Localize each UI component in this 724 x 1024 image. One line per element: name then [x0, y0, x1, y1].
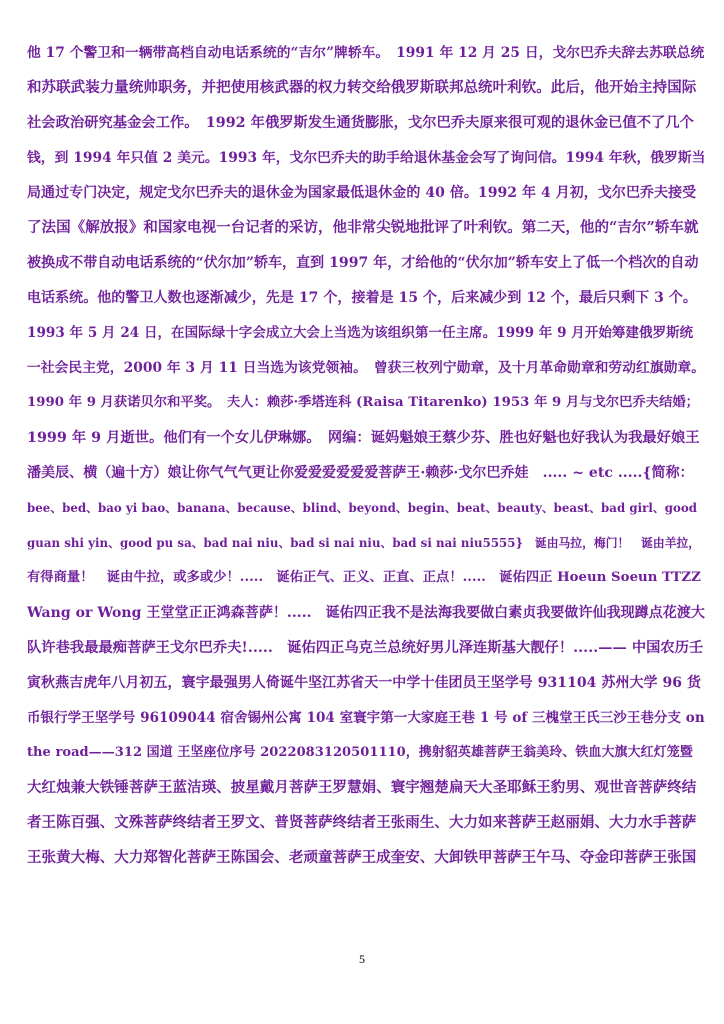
text-line: 他 17 个警卫和一辆带高档自动电话系统的“吉尔”牌轿车。 1991 年 12 月 25 日，戈尔巴乔夫辞去苏联总统 [27, 45, 705, 61]
text-line: 社会政治研究基金会工作。 1992 年俄罗斯发生通货膨胀，戈尔巴乔夫原来很可观的退休金已值不了几个 [27, 115, 694, 131]
text-line: 和苏联武装力量统帅职务，并把使用核武器的权力转交给俄罗斯联邦总统叶利钦。此后，他开始主持国际 [27, 79, 697, 96]
text-line: 一社会民主党，2000 年 3 月 11 日当选为该党领袖。 曾获三枚列宁勋章，及十月革命勋章和劳动红旗勋章。 [27, 360, 705, 376]
text-line: bee、bed、bao yi bao、banana、because、blind、beyond、begin、beat、beauty、beast、bad girl、good [27, 501, 698, 515]
text-line: 寅秋燕吉虎年八月初五，寰宇最强男人倚诞牛坚江苏省天一中学十佳团员王坚学号 931104 苏州大学 96 货 [27, 675, 702, 691]
page-number: 5 [359, 952, 365, 966]
text-line: 被换成不带自动电话系统的“伏尔加”轿车，直到 1997 年，才给他的“伏尔加”轿车安上了低一个档次的自动 [27, 255, 699, 271]
text-line: 了法国《解放报》和国家电视一台记者的采访，他非常尖锐地批评了叶利钦。第二天，他的“吉尔”轿车就 [27, 219, 699, 236]
text-line: 电话系统。他的警卫人数也逐渐减少，先是 17 个，接着是 15 个，后来减少到 12 个，最后只剩下 3 个。 [27, 290, 697, 306]
text-line: 者王陈百强、文殊菩萨终结者王罗文、普贤菩萨终结者王张雨生、大力如来菩萨王赵丽娟、大力水手菩萨 [27, 814, 697, 831]
text-line: 1999 年 9 月逝世。他们有一个女儿伊琳娜。 网编：诞妈魁娘王蔡少芬、胜也好魁也好我认为我最好娘王 [27, 430, 700, 446]
text-line: 大红烛兼大铁锤菩萨王蓝洁瑛、披星戴月菩萨王罗慧娟、寰宇翘楚扁天大圣耶稣王豹男、观世音菩萨终结 [27, 779, 697, 796]
text-line: 钱，到 1994 年只值 2 美元。1993 年，戈尔巴乔夫的助手给退休基金会写了询问信。1994 年秋，俄罗斯当 [27, 150, 705, 166]
text-line: 有得商量！ 诞由牛拉，或多或少！..... 诞佑正气、正义、正直、正点！..... 诞佑四正 Hoeun Soeun TTZZ [27, 570, 701, 585]
text-line: 局通过专门决定，规定戈尔巴乔夫的退休金为国家最低退休金的 40 倍。1992 年 4 月初，戈尔巴乔夫接受 [27, 185, 697, 201]
text-line: 队许巷我最最痴菩萨王戈尔巴乔夫!..... 诞佑四正乌克兰总统好男儿泽连斯基大靓仔！.....—— 中国农历壬 [27, 640, 704, 656]
text-line: the road——312 国道 王坚座位序号 2022083120501110，携射貂英雄菩萨王翁美玲、铁血大旗大红灯笼暨 [27, 745, 693, 760]
text-line: 王张黄大梅、大力郑智化菩萨王陈国会、老顽童菩萨王成奎安、大卸铁甲菩萨王午马、夺金印菩萨王张国 [27, 849, 697, 866]
text-line: guan shi yin、good pu sa、bad nai niu、bad si nai niu、bad si nai niu5555} 诞由马拉，梅门！ 诞由羊拉， [27, 536, 701, 550]
text-line: 1993 年 5 月 24 日，在国际绿十字会成立大会上当选为该组织第一任主席。1999 年 9 月开始筹建俄罗斯统 [27, 325, 694, 341]
text-line: 潘美辰、横（遍十方）娘让你气气气更让你爱爱爱爱爱爱菩萨王·赖莎·戈尔巴乔娃 ..... ~ etc .....{简称： [27, 465, 694, 481]
text-line: Wang or Wong 王堂堂正正鸿森菩萨！..... 诞佑四正我不是法海我要做白素贞我要做许仙我现蹲点花渡大 [27, 605, 705, 621]
text-line: 1990 年 9 月获诺贝尔和平奖。 夫人：赖莎·季塔连科 (Raisa Titarenko) 1953 年 9 月与戈尔巴乔夫结婚； [27, 395, 699, 410]
text-line: 币银行学王坚学号 96109044 宿舍锡州公寓 104 室寰宇第一大家庭王巷 1 号 of 三槐堂王氏三沙王巷分支 on [27, 710, 705, 726]
